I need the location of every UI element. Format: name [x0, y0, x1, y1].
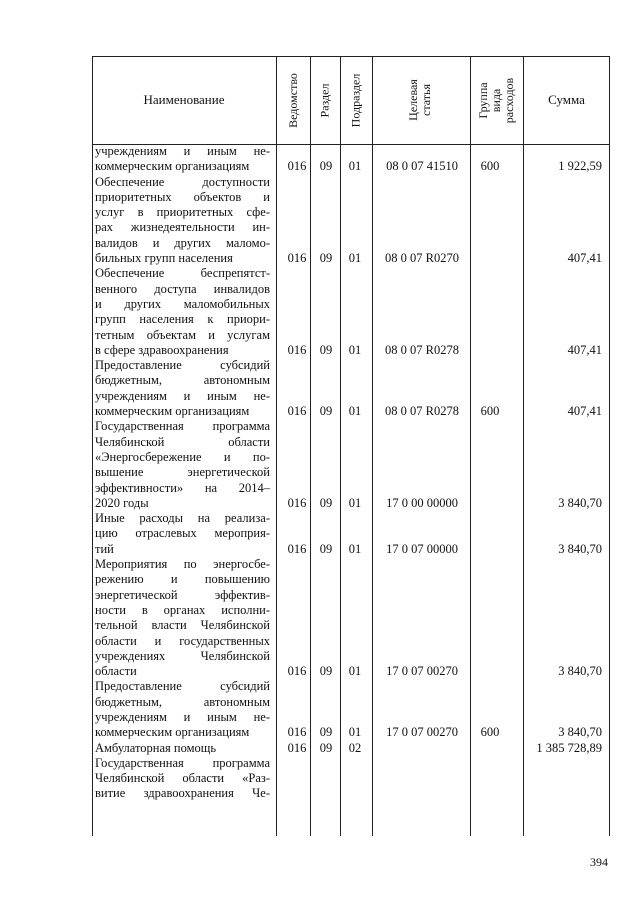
name-line: Обеспечение доступности [95, 174, 270, 189]
row-9-sum: 1 385 728,89 [536, 740, 602, 755]
row-7-rz: 09 [319, 664, 333, 679]
col-border-left [92, 56, 93, 836]
row-1-pd: 01 [348, 159, 362, 174]
name-line: Государственная программа [95, 419, 270, 434]
name-line: Мероприятия по энергосбе- [95, 557, 270, 572]
header-gruppa: Группа вида расходов [476, 77, 516, 123]
row-4-cs: 08 0 07 R0278 [385, 404, 459, 419]
name-line: коммерческим организациям [95, 404, 250, 419]
name-line: тий [95, 541, 114, 556]
name-line: бильных групп населения [95, 251, 233, 266]
name-line: учреждениям и иным не- [95, 144, 270, 158]
header-razdel: Раздел [317, 83, 332, 117]
row-5-vd: 016 [287, 495, 307, 510]
col-border-name [276, 56, 277, 836]
row-6-vd: 016 [287, 541, 307, 556]
row-8-cs: 17 0 07 00270 [386, 725, 458, 740]
row-6-cs: 17 0 07 00000 [386, 541, 458, 556]
name-line: 2020 годы [95, 495, 149, 510]
col-border-right [609, 56, 610, 836]
row-3-vd: 016 [287, 342, 307, 357]
row-3-sum: 407,41 [567, 342, 602, 357]
row-5-rz: 09 [319, 495, 333, 510]
name-line: приоритетных объектов и [95, 189, 270, 204]
header-podrazdel: Подраздел [348, 73, 363, 127]
row-2-rz: 09 [319, 251, 333, 266]
row-9-pd: 02 [348, 740, 362, 755]
name-line: Обеспечение беспрепятст- [95, 266, 270, 281]
row-1-cs: 08 0 07 41510 [386, 159, 458, 174]
row-9-rz: 09 [319, 740, 333, 755]
name-line: групп населения к приори- [95, 312, 270, 327]
row-2-sum: 407,41 [567, 251, 602, 266]
name-line: учреждениям и иным не- [95, 388, 270, 403]
name-line: Челябинской области «Раз- [95, 771, 270, 786]
row-7-sum: 3 840,70 [558, 664, 602, 679]
name-line: услуг в приоритетных сфе- [95, 205, 270, 220]
row-5-pd: 01 [348, 495, 362, 510]
header-summa: Сумма [548, 92, 585, 107]
name-line: и других маломобильных [95, 296, 270, 311]
row-6-sum: 3 840,70 [558, 541, 602, 556]
name-line: Предоставление субсидий [95, 679, 270, 694]
name-line: области [95, 664, 137, 679]
row-5-sum: 3 840,70 [558, 495, 602, 510]
name-line: Амбулаторная помощь [95, 740, 217, 755]
row-7-pd: 01 [348, 664, 362, 679]
name-line: вышение энергетической [95, 465, 270, 480]
header-celevaya: Целевая статья [406, 79, 433, 121]
name-line: рах жизнедеятельности ин- [95, 220, 270, 235]
row-2-vd: 016 [287, 251, 307, 266]
row-9-vd: 016 [287, 740, 307, 755]
row-8-gr: 600 [480, 725, 500, 740]
row-6-rz: 09 [319, 541, 333, 556]
name-line: эффективности» на 2014– [95, 480, 270, 495]
name-line: витие здравоохранения Че- [95, 786, 270, 801]
row-1-gr: 600 [480, 159, 500, 174]
name-line: Государственная программа [95, 755, 270, 770]
name-line: Челябинской области [95, 434, 270, 449]
name-line: «Энергосбережение и по- [95, 449, 270, 464]
name-line: тельной власти Челябинской [95, 618, 270, 633]
row-4-sum: 407,41 [567, 404, 602, 419]
row-8-rz: 09 [319, 725, 333, 740]
row-7-cs: 17 0 07 00270 [386, 664, 458, 679]
row-3-rz: 09 [319, 342, 333, 357]
col-border-vedomstvo [310, 56, 311, 836]
name-line: учреждениях Челябинской [95, 648, 270, 663]
name-line: ности в органах исполни- [95, 602, 270, 617]
name-line: цию отраслевых мероприя- [95, 526, 270, 541]
row-7-vd: 016 [287, 664, 307, 679]
name-line: бюджетным, автономным [95, 694, 270, 709]
name-line: венного доступа инвалидов [95, 281, 270, 296]
row-8-pd: 01 [348, 725, 362, 740]
row-8-sum: 3 840,70 [558, 725, 602, 740]
name-line: Предоставление субсидий [95, 358, 270, 373]
row-3-cs: 08 0 07 R0278 [385, 342, 459, 357]
row-8-vd: 016 [287, 725, 307, 740]
row-4-gr: 600 [480, 404, 500, 419]
row-4-rz: 09 [319, 404, 333, 419]
name-line: тетным объектам и услугам [95, 327, 270, 342]
header-vedomstvo: Ведомство [285, 72, 300, 128]
name-line: коммерческим организациям [95, 725, 250, 740]
row-1-vd: 016 [287, 159, 307, 174]
name-line: области и государственных [95, 633, 270, 648]
name-line: режению и повышению [95, 572, 270, 587]
name-line: бюджетным, автономным [95, 373, 270, 388]
name-line: коммерческим организациям [95, 159, 250, 174]
col-border-razdel [340, 56, 341, 836]
name-line: в сфере здравоохранения [95, 342, 229, 357]
row-3-pd: 01 [348, 342, 362, 357]
row-4-pd: 01 [348, 404, 362, 419]
name-line: валидов и других маломо- [95, 235, 270, 250]
row-1-rz: 09 [319, 159, 333, 174]
page-number: 394 [590, 855, 608, 869]
row-6-pd: 01 [348, 541, 362, 556]
row-2-pd: 01 [348, 251, 362, 266]
row-2-cs: 08 0 07 R0270 [385, 251, 459, 266]
name-line: Иные расходы на реализа- [95, 511, 270, 526]
name-line: учреждениям и иным не- [95, 709, 270, 724]
row-4-vd: 016 [287, 404, 307, 419]
header-name: Наименование [143, 92, 225, 107]
row-5-cs: 17 0 00 00000 [386, 495, 458, 510]
name-column-text [95, 144, 270, 802]
name-line: энергетической эффектив- [95, 587, 270, 602]
row-1-sum: 1 922,59 [558, 159, 602, 174]
